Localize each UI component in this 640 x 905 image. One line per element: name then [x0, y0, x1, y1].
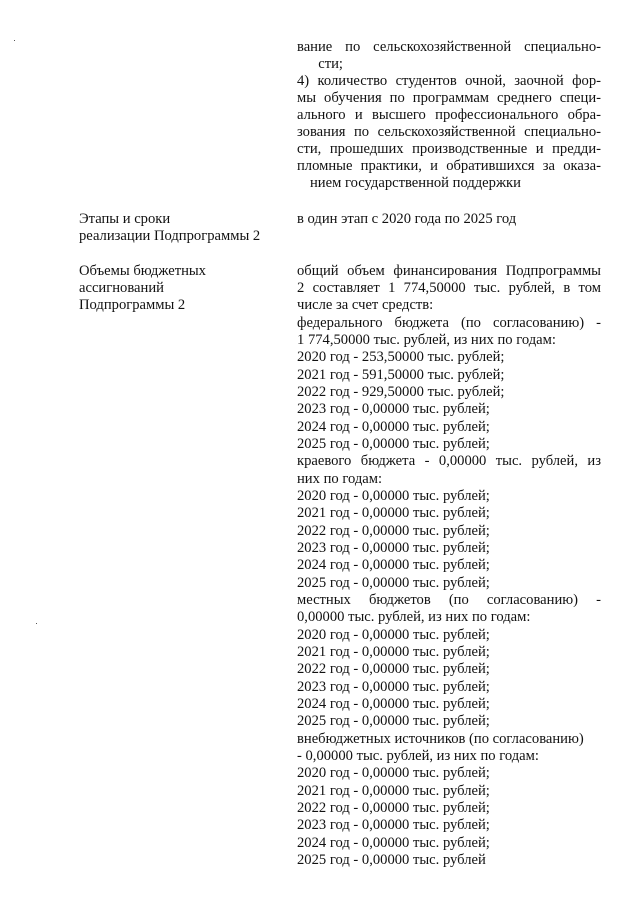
- budget-line: краевого бюджета - 0,00000 тыс. рублей, из: [297, 453, 601, 469]
- budget-line: - 0,00000 тыс. рублей, из них по годам:: [297, 748, 539, 764]
- budget-line: 1 774,50000 тыс. рублей, из них по годам:: [297, 332, 556, 348]
- text-line: нием государственной поддержки: [310, 175, 521, 191]
- budget-line: 2023 год - 0,00000 тыс. рублей;: [297, 679, 490, 695]
- budget-line: 2 составляет 1 774,50000 тыс. рублей, в том: [297, 280, 601, 296]
- budget-line: 2021 год - 0,00000 тыс. рублей;: [297, 505, 490, 521]
- text-line: 4) количество студентов очной, заочной фор-: [297, 73, 601, 89]
- budget-line: 2020 год - 0,00000 тыс. рублей;: [297, 488, 490, 504]
- budget-line: них по годам:: [297, 471, 383, 487]
- budget-line: 2023 год - 0,00000 тыс. рублей;: [297, 401, 490, 417]
- budget-line: 2022 год - 0,00000 тыс. рублей;: [297, 661, 490, 677]
- budget-line: 2024 год - 0,00000 тыс. рублей;: [297, 419, 490, 435]
- budget-label-line: Объемы бюджетных: [79, 263, 206, 279]
- budget-line: 2025 год - 0,00000 тыс. рублей: [297, 852, 486, 868]
- budget-line: 2024 год - 0,00000 тыс. рублей;: [297, 557, 490, 573]
- text-line: зования по сельскохозяйственной специально-: [297, 124, 601, 140]
- budget-line: общий объем финансирования Подпрограммы: [297, 263, 601, 279]
- budget-line: 2024 год - 0,00000 тыс. рублей;: [297, 696, 490, 712]
- budget-line: 2022 год - 929,50000 тыс. рублей;: [297, 384, 505, 400]
- text-line: пломные практики, и обратившихся за оказа-: [297, 158, 601, 174]
- budget-line: 2025 год - 0,00000 тыс. рублей;: [297, 436, 490, 452]
- text-line: сти;: [318, 56, 343, 72]
- stages-value: в один этап с 2020 года по 2025 год: [297, 211, 517, 227]
- budget-line: внебюджетных источников (по согласованию): [297, 731, 584, 747]
- text-line: вание по сельскохозяйственной специально-: [297, 39, 601, 55]
- stages-label-line: Этапы и сроки: [79, 211, 171, 227]
- budget-line: 2020 год - 253,50000 тыс. рублей;: [297, 349, 505, 365]
- budget-line: федерального бюджета (по согласованию) -: [297, 315, 601, 331]
- text-line: мы обучения по программам среднего специ-: [297, 90, 601, 106]
- budget-line: местных бюджетов (по согласованию) -: [297, 592, 601, 608]
- budget-line: 2025 год - 0,00000 тыс. рублей;: [297, 713, 490, 729]
- scan-speck: [36, 623, 37, 624]
- budget-label-line: Подпрограммы 2: [79, 297, 186, 313]
- text-line: сти, прошедших производственные и предди-: [297, 141, 601, 157]
- budget-line: 2025 год - 0,00000 тыс. рублей;: [297, 575, 490, 591]
- budget-line: 2023 год - 0,00000 тыс. рублей;: [297, 540, 490, 556]
- budget-line: 0,00000 тыс. рублей, из них по годам:: [297, 609, 531, 625]
- budget-label-line: ассигнований: [79, 280, 164, 296]
- text-line: ального и высшего профессионального обра-: [297, 107, 601, 123]
- scan-speck: [14, 40, 15, 41]
- budget-line: 2022 год - 0,00000 тыс. рублей;: [297, 523, 490, 539]
- budget-line: 2020 год - 0,00000 тыс. рублей;: [297, 627, 490, 643]
- budget-line: 2023 год - 0,00000 тыс. рублей;: [297, 817, 490, 833]
- budget-line: 2022 год - 0,00000 тыс. рублей;: [297, 800, 490, 816]
- budget-line: 2020 год - 0,00000 тыс. рублей;: [297, 765, 490, 781]
- budget-line: 2024 год - 0,00000 тыс. рублей;: [297, 835, 490, 851]
- budget-line: 2021 год - 0,00000 тыс. рублей;: [297, 644, 490, 660]
- budget-line: 2021 год - 591,50000 тыс. рублей;: [297, 367, 505, 383]
- budget-line: числе за счет средств:: [297, 297, 434, 313]
- stages-label-line: реализации Подпрограммы 2: [79, 228, 261, 244]
- budget-line: 2021 год - 0,00000 тыс. рублей;: [297, 783, 490, 799]
